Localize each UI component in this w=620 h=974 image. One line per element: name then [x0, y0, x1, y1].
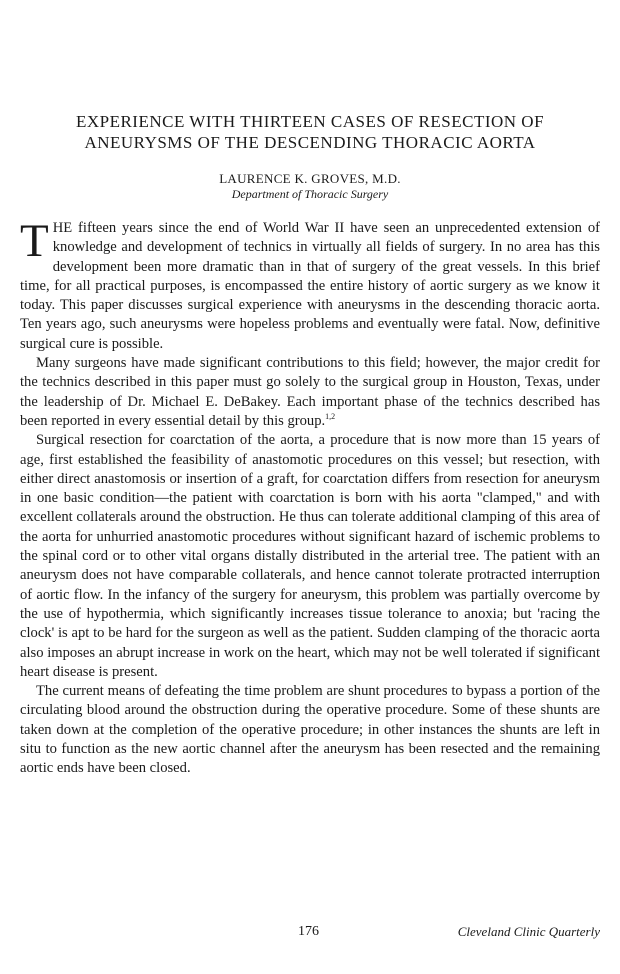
paragraph-4-text: The current means of defeating the time problem are shunt procedures to bypass a portion of the circulating blood around the obstruction during the operative procedure. Some of these shunts are taken down at the completion of the operative procedure; in other instances the shunts are left in situ to function as the new aortic channel after the aneurysm has been resected and the remaining aortic ends have been closed. [20, 683, 600, 777]
drop-cap: T [20, 215, 49, 267]
author-department: Department of Thoracic Surgery [231, 187, 389, 201]
journal-page [20, 0, 600, 974]
page-footer [20, 924, 600, 944]
author-name: LAURENCE K. GROVES, M.D. [219, 171, 401, 186]
journal-name: Cleveland Clinic Quarterly [457, 924, 600, 939]
paragraph-3 [20, 431, 600, 682]
title-line-1: EXPERIENCE WITH THIRTEEN CASES OF RESECTION OF [75, 112, 545, 131]
page-number: 176 [298, 924, 319, 939]
paragraph-3-text: Surgical resection for coarctation of the aorta, a procedure that is now more than 15 years of age, first established the feasibility of anastomotic procedures on this vessel; but resection, with either direct anastomosis or insertion of a graft, for coarctation differs from resection for aneurysm in one basic condition—the patient with coarctation is born with his aorta "clamped," and with excellent collaterals around the obstruction. He thus can tolerate additional clamping of this area of the aorta for unhurried anastomotic procedures without significant hazard of ischemic problems to the spinal cord or to other vital organs distally distributed in the arterial tree. The patient with an aneurysm does not have comparable collaterals, and hence cannot tolerate protracted interruption of aortic flow. In the infancy of the surgery for aneurysm, this problem was partially overcome by the use of hypothermia, which significantly increases tissue tolerance to anoxia; but 'racing the clock' is apt to be hard for the surgeon as well as the patient. Sudden clamping of the thoracic aorta also imposes an abrupt increase in work on the heart, which may not be well tolerated if significant heart disease is present. [20, 432, 600, 680]
paragraph-1-text: HE fifteen years since the end of World War II have seen an unprecedented extension of knowledge and development of technics in virtually all fields of surgery. In no area has this development been more dramatic than in that of surgery of the great vessels. In this brief time, for all practical purposes, is encompassed the entire history of aortic surgery as we know it today. This paper discusses surgical experience with aneurysms in the descending thoracic aorta. Ten years ago, such aneurysms were hopeless problems and eventually were fatal. Now, definitive surgical cure is possible. [20, 220, 600, 352]
title-line-2: ANEURYSMS OF THE DESCENDING THORACIC AORTA [84, 133, 536, 152]
paragraph-2 [20, 354, 600, 431]
article-body [20, 215, 600, 779]
paragraph-1 [20, 215, 600, 354]
paragraph-2-text: Many surgeons have made significant contributions to this field; however, the major credit for the technics described in this paper must go solely to the surgical group in Houston, Texas, under the leadership of Dr. Michael E. DeBakey. Each important phase of the technics described has been reported in every essential detail by this group. [20, 355, 600, 429]
reference-superscript: 1,2 [325, 412, 336, 422]
article-title [20, 111, 600, 153]
paragraph-4 [20, 682, 600, 778]
